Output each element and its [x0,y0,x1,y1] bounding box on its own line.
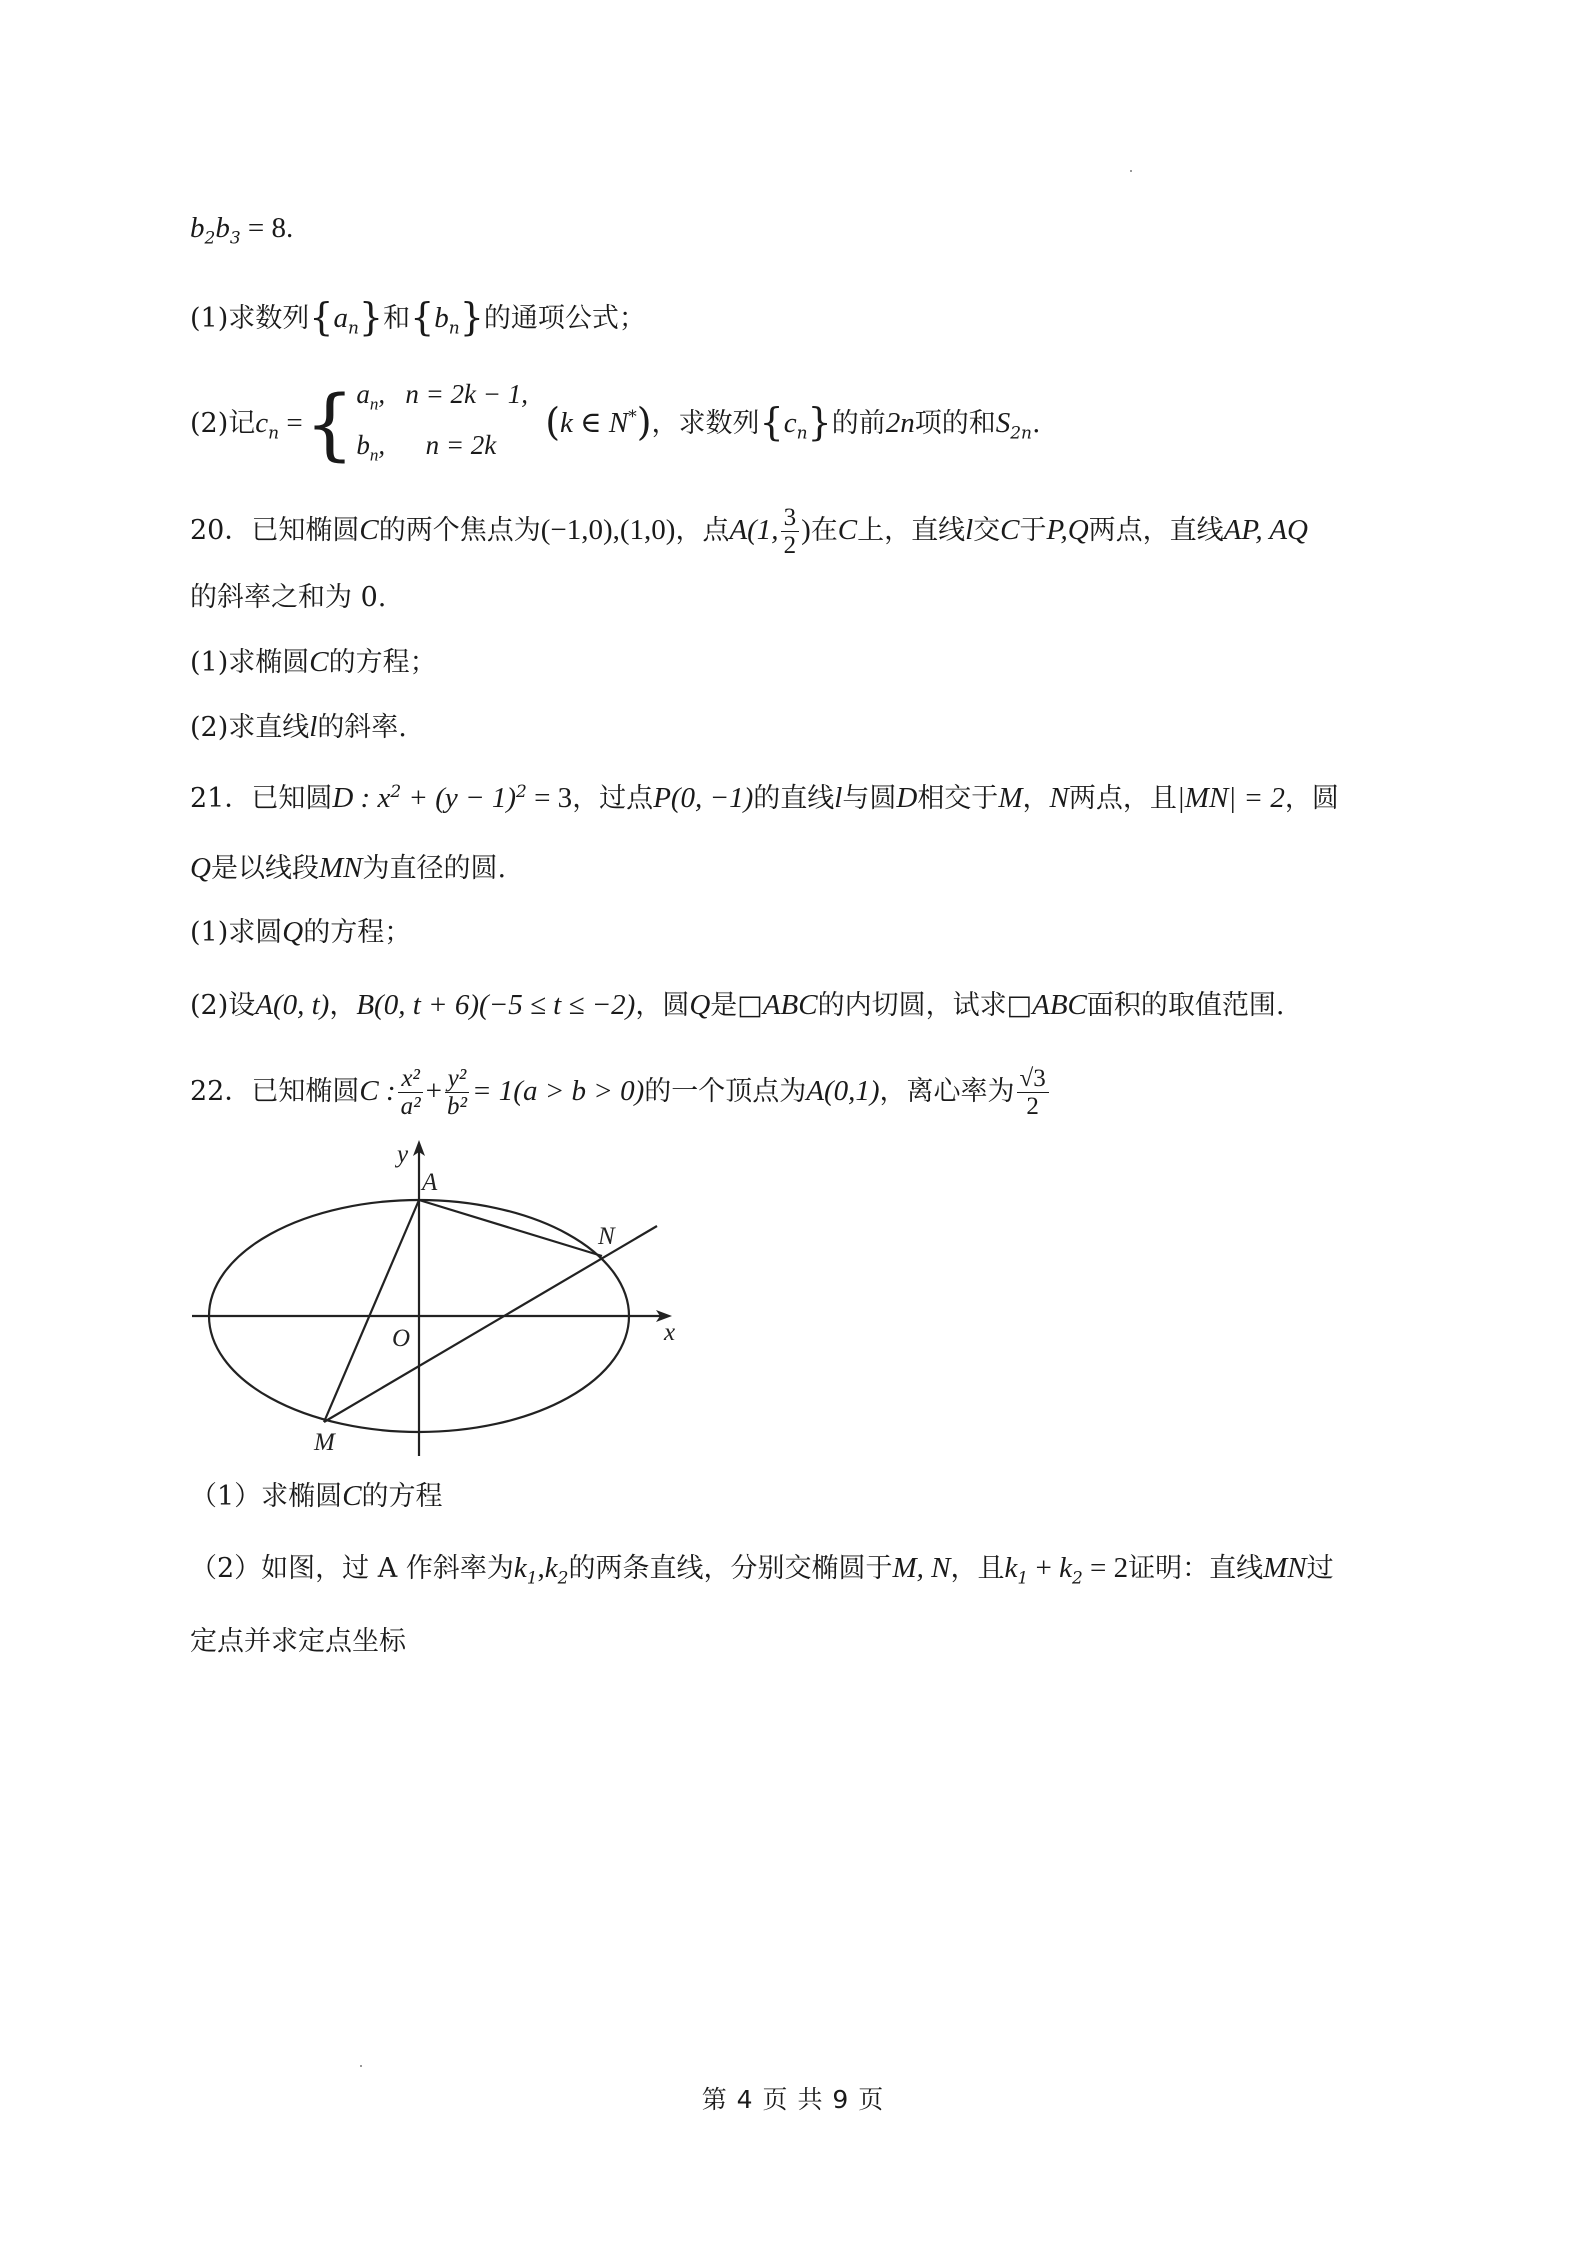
q22-part2: （2）如图，过 A 作斜率为$k_1,k_2$的两条直线，分别交椭圆于M, N，且$k_1 + k_2 = 2$证明：直线MN过 [190,1552,1334,1589]
page-footer: 第 4 页 共 9 页 [701,2085,885,2114]
q20-stem-line2: 的斜率之和为 0. [190,582,387,613]
line-AN [419,1200,602,1256]
q20-part1: (1)求椭圆C的方程； [190,646,437,678]
fraction-three-halves: $\frac{3}{2}$ [781,504,800,559]
q22-stem: 22．已知椭圆C : $\frac{\text{x²}}{\text{a²}}$ + $\frac{\text{y²}}{\text{b²}}$ = 1(a > b > 0)的一个顶点为A(0,1)，离心率为 $\frac{√3}{2}$ [190,1058,1051,1125]
origin-label: O [392,1325,411,1352]
piecewise-cases: $a_n$, n = 2k − 1, $b_n$, n = 2k [356,379,529,464]
y-axis-label: y [397,1141,409,1168]
q21-part2: (2)设A(0, t)，B(0, t + 6)(−5 ≤ t ≤ −2)，圆Q是□ABC的内切圆，试求□ABC面积的取值范围. [190,989,1285,1021]
q20-stem: 20．已知椭圆C的两个焦点为(−1,0),(1,0)，点A(1, $\frac{3}{2}$ )在C上，直线l交C于P,Q两点，直线AP, AQ [190,504,1308,559]
line-AM [324,1200,419,1422]
fraction-eccentricity: $\frac{√3}{2}$ [1017,1065,1049,1120]
x-axis-label: x [664,1319,676,1346]
scan-dot [360,2065,362,2067]
ellipse-figure [182,1138,682,1458]
q19-part2: (2)记$c_n$ ={ $a_n$, n = 2k − 1, $b_n$, n = 2k (k ∈ N*)，求数列$\{c_n\}$的前2n项的和$S_{2n}$. [190,372,1041,478]
point-M-label: M [314,1429,335,1456]
line-MN [324,1226,657,1422]
q22-part1: （1）求椭圆C的方程 [190,1480,443,1512]
q20-part2: (2)求直线l的斜率. [190,711,407,743]
q21-part1: (1)求圆Q的方程； [190,916,412,948]
q21-stem-line2: Q是以线段MN为直径的圆. [190,852,507,884]
carry-over-equation: $b_2b_3 = 8$. [190,212,294,249]
q21-stem: 21．已知圆D : $x^2 + (y - 1)^2 = 3$，过点P(0, −1)的直线l与圆D相交于M，N两点，且|MN| = 2，圆 [190,782,1339,814]
point-N-label: N [598,1223,615,1250]
point-A-label: A [422,1169,438,1196]
fraction-y2-b2: $\frac{\text{y²}}{\text{b²}}$ [444,1065,470,1120]
scan-dot [1130,170,1132,172]
fraction-x2-a2: $\frac{\text{x²}}{\text{a²}}$ [398,1065,424,1120]
q22-part2-line2: 定点并求定点坐标 [190,1626,406,1657]
q19-part1: (1)求数列$\{a_n\}$和$\{b_n\}$的通项公式； [190,295,646,339]
